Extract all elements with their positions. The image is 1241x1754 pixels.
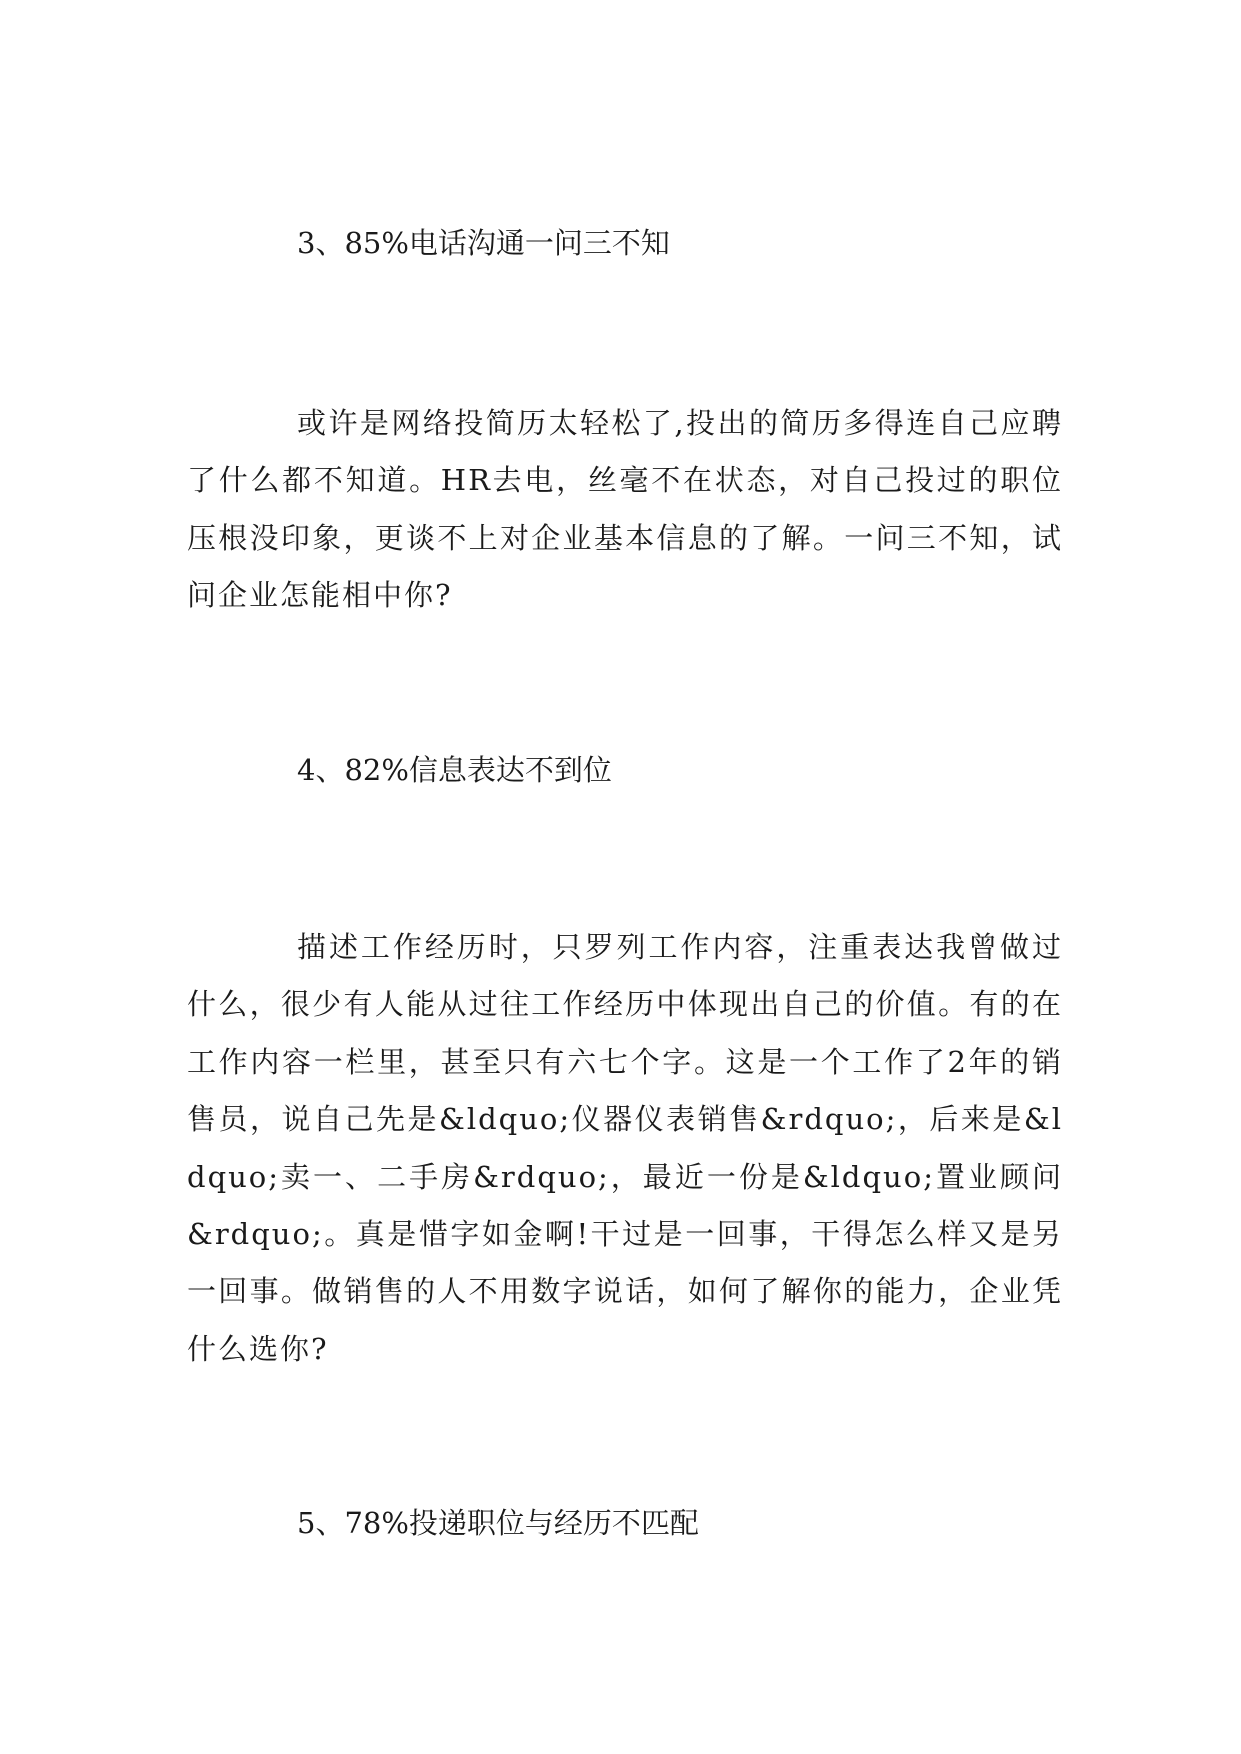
section-paragraph-4: 描述工作经历时，只罗列工作内容，注重表达我曾做过什么，很少有人能从过往工作经历中体现出自己的价值。有的在工作内容一栏里，甚至只有六七个字。这是一个工作了2年的销售员，说自己先是&ldquo;仪器仪表销售&rdquo;，后来是&ldquo;卖一、二手房&rdquo;，最近一份是&ldquo;置业顾问&rdquo;。真是惜字如金啊!干过是一回事，干得怎么样又是另一回事。做销售的人不用数字说话，如何了解你的能力，企业凭什么选你? (187, 930, 1063, 1366)
section-heading-4: 4、82%信息表达不到位 (297, 753, 612, 787)
section-heading-5: 5、78%投递职位与经历不匹配 (297, 1506, 699, 1540)
section-paragraph-3: 或许是网络投简历太轻松了,投出的简历多得连自己应聘了什么都不知道。HR去电，丝毫不在状态，对自己投过的职位压根没印象，更谈不上对企业基本信息的了解。一问三不知，试问企业怎能相中你? (187, 406, 1063, 613)
section-heading-3: 3、85%电话沟通一问三不知 (297, 226, 670, 260)
